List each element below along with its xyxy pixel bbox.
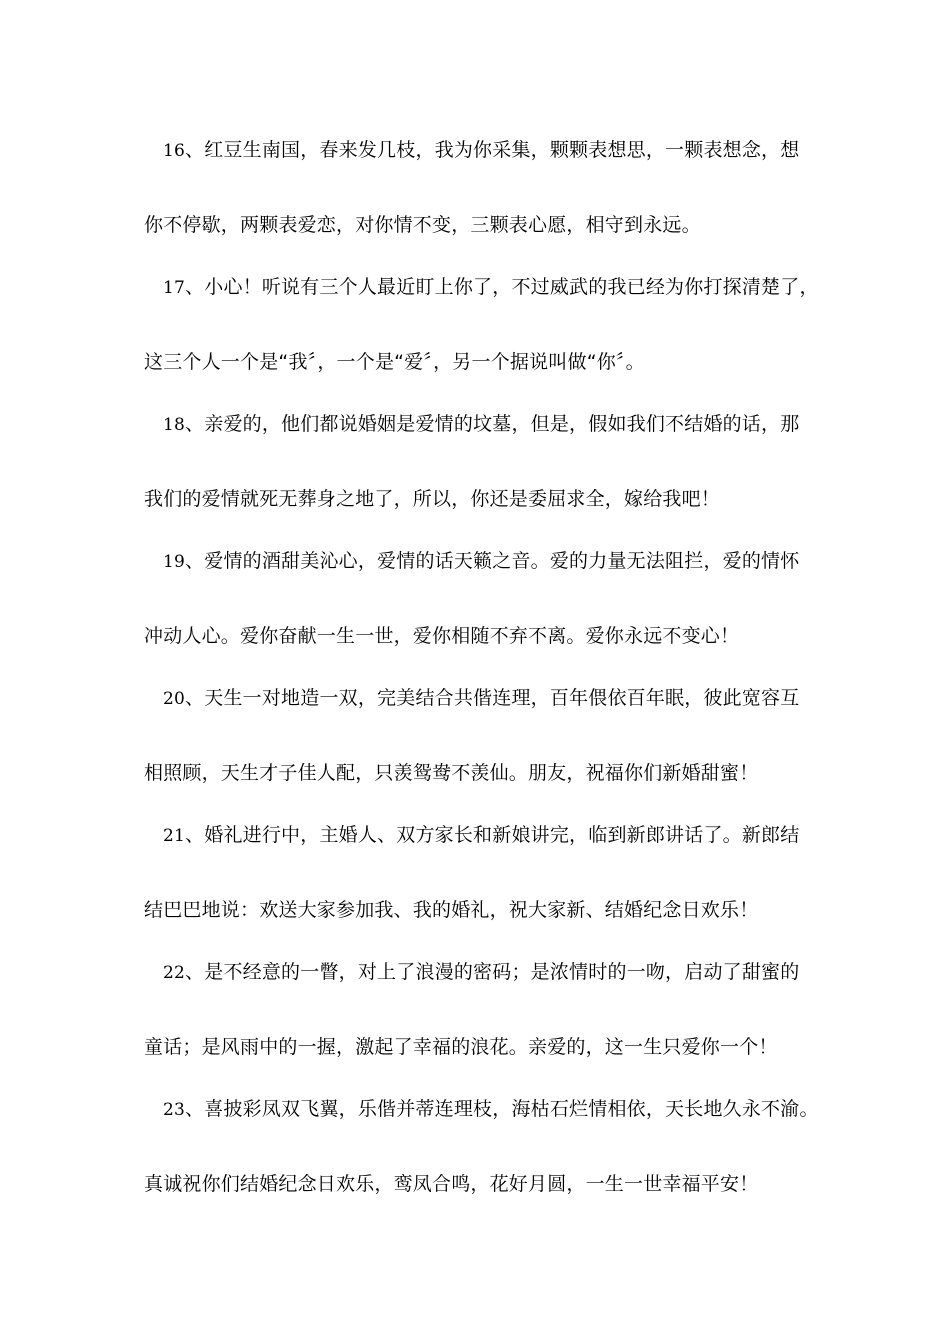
paragraph-23-number: 23 — [163, 1100, 186, 1120]
paragraph-20-text: 、天生一对地造一双，完美结合共偕连理，百年偎依百年眠，彼此宽容互 — [185, 687, 800, 709]
paragraph-20-line-1 — [163, 686, 833, 711]
paragraph-20-line-2: 相照顾，天生才子佳人配，只羡鸳鸯不羡仙。朋友，祝福你们新婚甜蜜！ — [144, 762, 759, 784]
paragraph-23-line-1 — [163, 1097, 833, 1122]
paragraph-21-text: 、婚礼进行中，主婚人、双方家长和新娘讲完，临到新郎讲话了。新郎结 — [185, 824, 800, 846]
paragraph-19-line-1 — [163, 549, 833, 574]
paragraph-22-line-1 — [163, 960, 833, 985]
paragraph-16-text: 、红豆生南国，春来发几枝，我为你采集，颗颗表想思，一颗表想念，想 — [185, 139, 800, 161]
paragraph-19-line-2: 冲动人心。爱你奋献一生一世，爱你相随不弃不离。爱你永远不变心！ — [144, 625, 740, 647]
paragraph-17-line-2: 这三个人一个是“我〞，一个是“爱〞，另一个据说叫做“你〞。 — [144, 351, 645, 373]
paragraph-22-text: 、是不经意的一瞥，对上了浪漫的密码；是浓情时的一吻，启动了甜蜜的 — [185, 961, 800, 983]
paragraph-21-number: 21 — [163, 826, 186, 846]
paragraph-20-number: 20 — [163, 689, 186, 709]
paragraph-16-line-1 — [163, 138, 833, 163]
paragraph-23-text: 、喜披彩凤双飞翼，乐偕并蒂连理枝，海枯石烂情相依，天长地久永不渝。 — [185, 1098, 819, 1120]
paragraph-19-text: 、爱情的酒甜美沁心，爱情的话天籁之音。爱的力量无法阻拦，爱的情怀 — [185, 550, 800, 572]
paragraph-18-number: 18 — [163, 415, 186, 435]
paragraph-19-number: 19 — [163, 552, 186, 572]
paragraph-22-line-2: 童话；是风雨中的一握，激起了幸福的浪花。亲爱的，这一生只爱你一个！ — [144, 1036, 778, 1058]
paragraph-18-line-2: 我们的爱情就死无葬身之地了，所以，你还是委屈求全，嫁给我吧！ — [144, 488, 721, 510]
paragraph-22-number: 22 — [163, 963, 186, 983]
paragraph-16-line-2: 你不停歇，两颗表爱恋，对你情不变，三颗表心愿，相守到永远。 — [144, 214, 701, 236]
paragraph-16-number: 16 — [163, 141, 186, 161]
paragraph-21-line-1 — [163, 823, 833, 848]
paragraph-21-line-2: 结巴巴地说：欢送大家参加我、我的婚礼，祝大家新、结婚纪念日欢乐！ — [144, 899, 759, 921]
paragraph-17-line-1 — [163, 275, 833, 300]
paragraph-23-line-2: 真诚祝你们结婚纪念日欢乐，鸾凤合鸣，花好月圆，一生一世幸福平安！ — [144, 1173, 759, 1195]
paragraph-18-line-1 — [163, 412, 833, 437]
paragraph-18-text: 、亲爱的，他们都说婚姻是爱情的坟墓，但是，假如我们不结婚的话，那 — [185, 413, 800, 435]
paragraph-17-number: 17 — [163, 278, 186, 298]
paragraph-17-text: 、小心！听说有三个人最近盯上你了，不过威武的我已经为你打探清楚了， — [185, 276, 819, 298]
